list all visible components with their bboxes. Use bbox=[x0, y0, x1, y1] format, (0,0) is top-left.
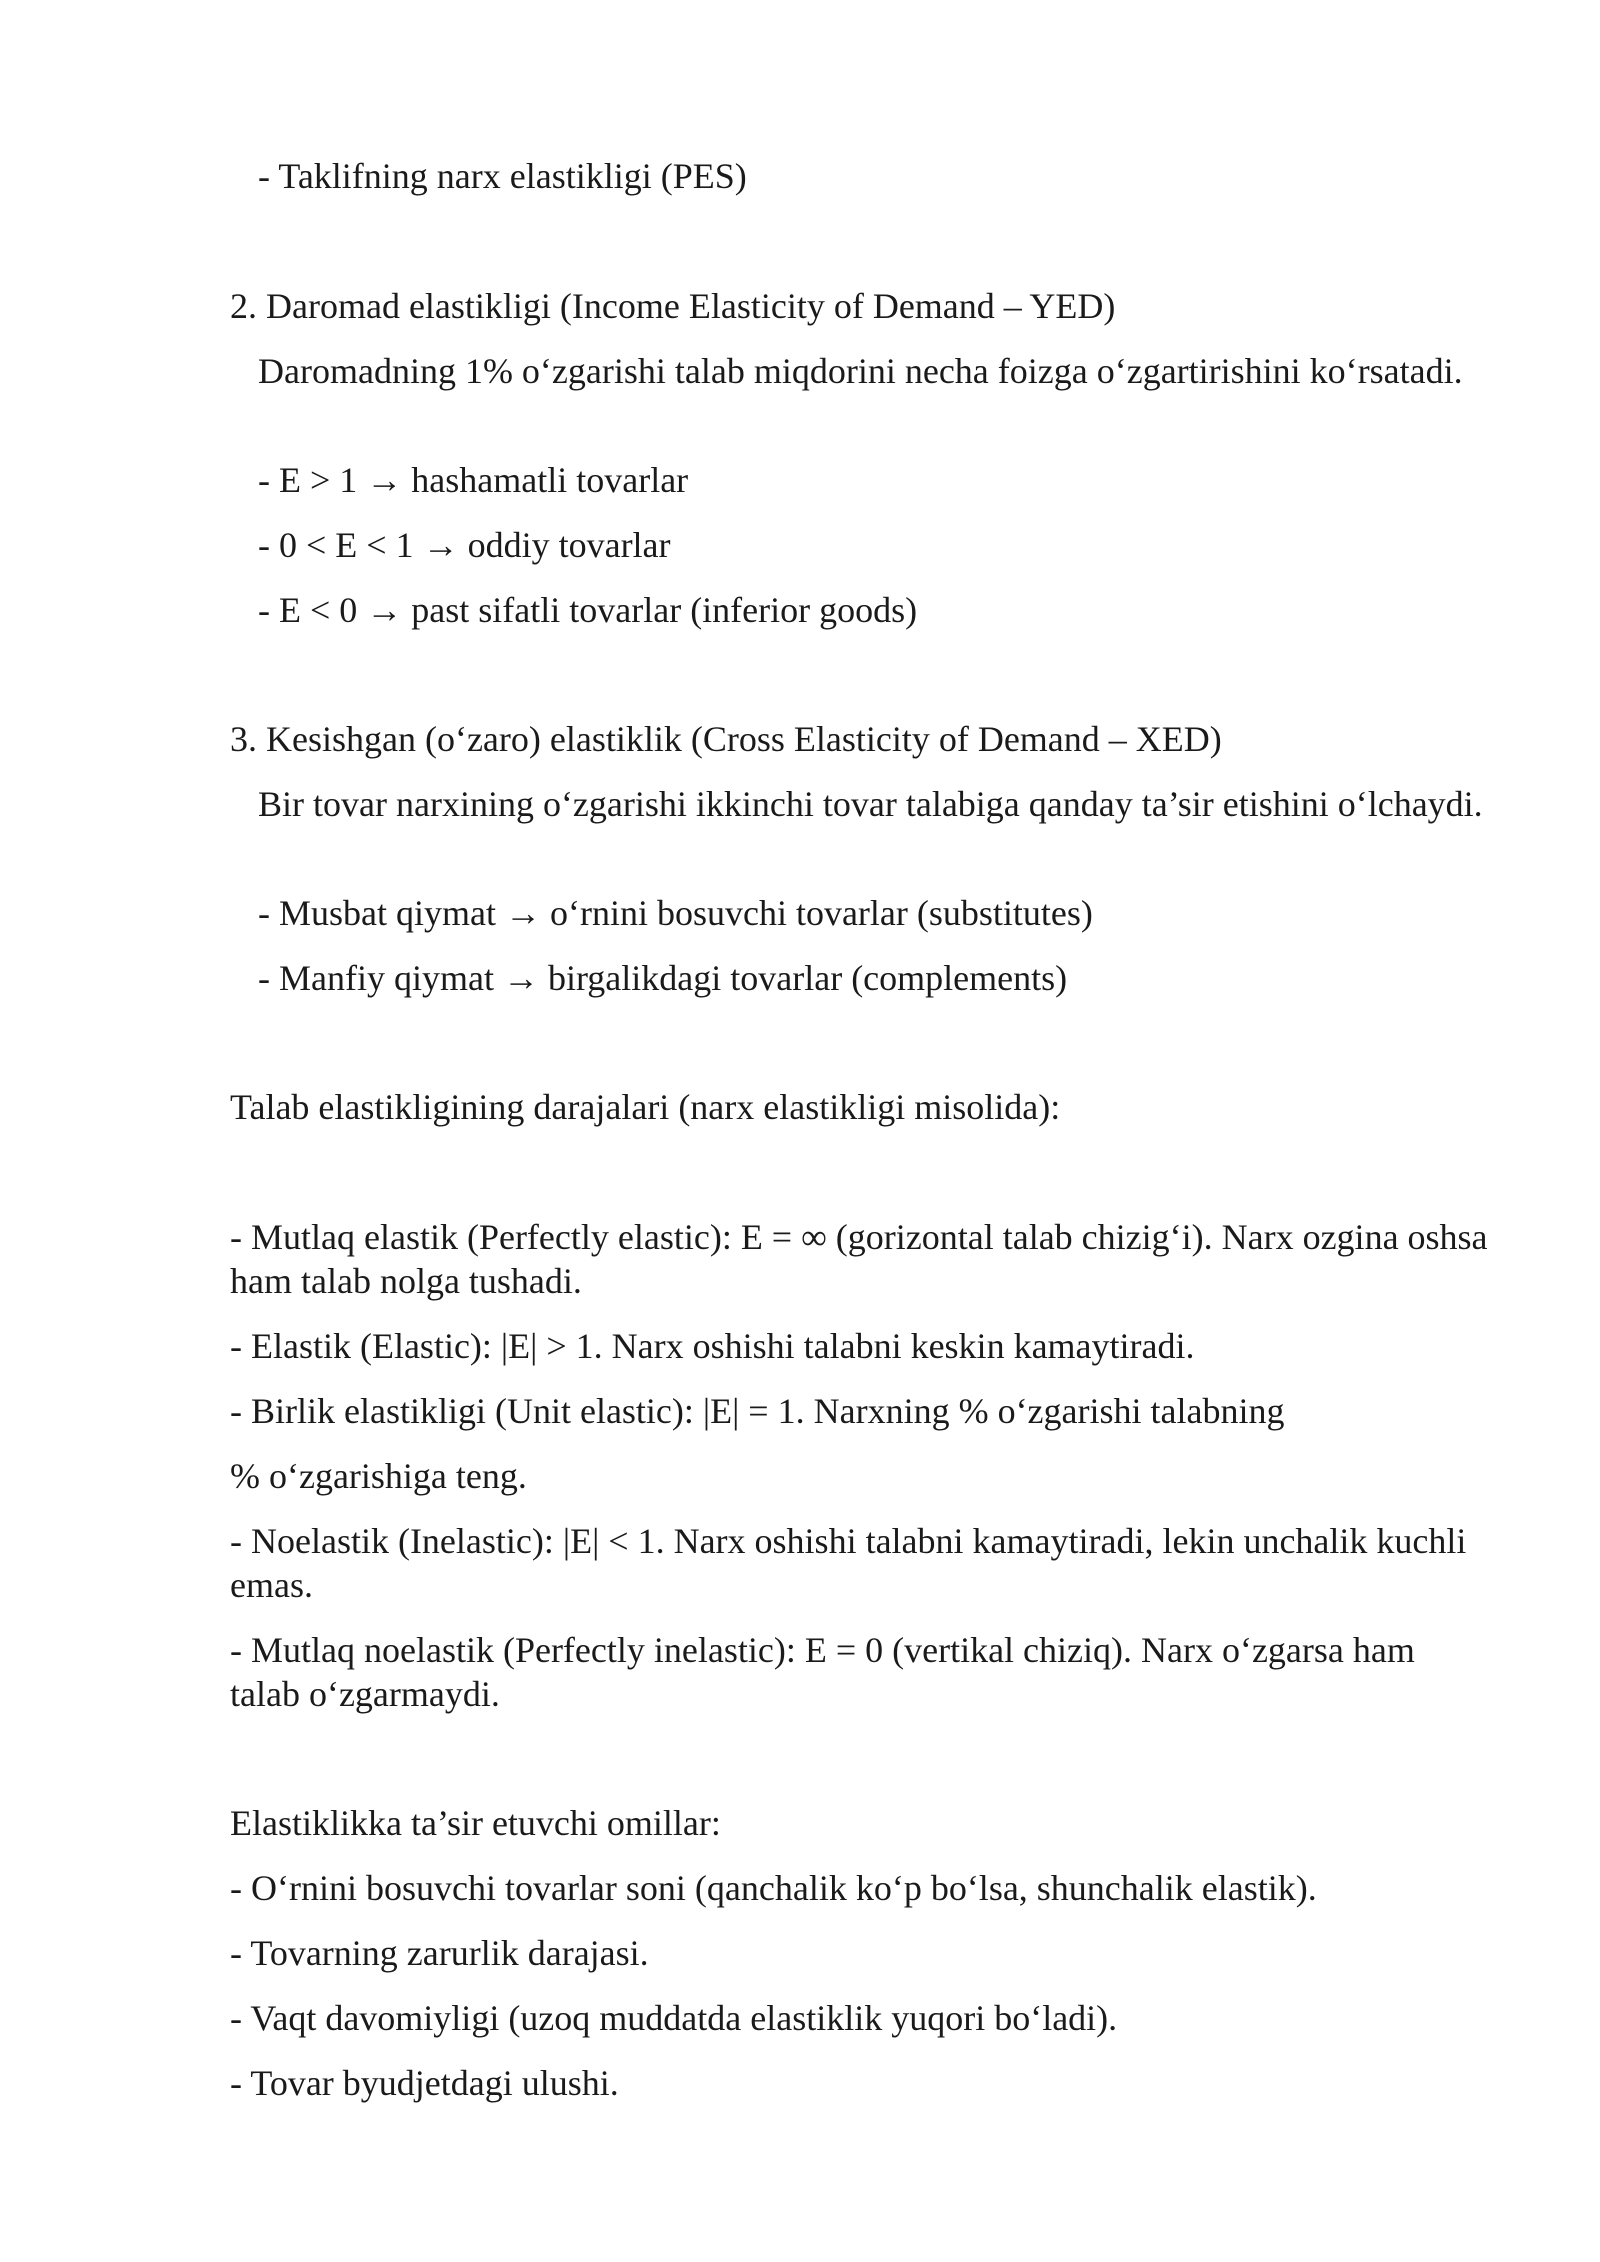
section-3-heading: 3. Kesishgan (o‘zaro) elastiklik (Cross Elasticity of Demand – XED) bbox=[230, 719, 1222, 759]
list-item: - Mutlaq noelastik (Perfectly inelastic): E = 0 (vertikal chiziq). Narx o‘zgarsa ham talab o‘zgarmaydi. bbox=[230, 1630, 1415, 1714]
list-item: - O‘rnini bosuvchi tovarlar soni (qanchalik ko‘p bo‘lsa, shunchalik elastik). bbox=[230, 1868, 1317, 1908]
list-item: - Vaqt davomiyligi (uzoq muddatda elastiklik yuqori bo‘ladi). bbox=[230, 1998, 1118, 2038]
list-item-continuation: % o‘zgarishiga teng. bbox=[230, 1456, 527, 1496]
levels-heading: Talab elastikligining darajalari (narx elastikligi misolida): bbox=[230, 1087, 1061, 1127]
section-2-heading: 2. Daromad elastikligi (Income Elasticity of Demand – YED) bbox=[230, 286, 1116, 326]
list-item: - Manfiy qiymat → birgalikdagi tovarlar (complements) bbox=[258, 958, 1068, 998]
list-item: - Mutlaq elastik (Perfectly elastic): E = ∞ (gorizontal talab chizig‘i). Narx ozgina oshsa ham talab nolga tushadi. bbox=[230, 1217, 1488, 1301]
list-item: - Tovarning zarurlik darajasi. bbox=[230, 1933, 649, 1973]
list-item: - Birlik elastikligi (Unit elastic): |E| = 1. Narxning % o‘zgarishi talabning bbox=[230, 1391, 1285, 1431]
pes-list-item: - Taklifning narx elastikligi (PES) bbox=[258, 156, 747, 196]
section-3-description: Bir tovar narxining o‘zgarishi ikkinchi tovar talabiga qanday ta’sir etishini o‘lchaydi. bbox=[258, 784, 1483, 824]
list-item: - Noelastik (Inelastic): |E| < 1. Narx oshishi talabni kamaytiradi, lekin unchalik kuchli emas. bbox=[230, 1521, 1467, 1605]
factors-heading: Elastiklikka ta’sir etuvchi omillar: bbox=[230, 1803, 721, 1843]
list-item: - 0 < E < 1 → oddiy tovarlar bbox=[258, 525, 671, 565]
section-2-description: Daromadning 1% o‘zgarishi talab miqdorini necha foizga o‘zgartirishini ko‘rsatadi. bbox=[258, 351, 1463, 391]
list-item: - E > 1 → hashamatli tovarlar bbox=[258, 460, 689, 500]
list-item: - E < 0 → past sifatli tovarlar (inferior goods) bbox=[258, 590, 918, 630]
list-item: - Tovar byudjetdagi ulushi. bbox=[230, 2063, 619, 2103]
list-item: - Musbat qiymat → o‘rnini bosuvchi tovarlar (substitutes) bbox=[258, 893, 1093, 933]
list-item: - Elastik (Elastic): |E| > 1. Narx oshishi talabni keskin kamaytiradi. bbox=[230, 1326, 1195, 1366]
